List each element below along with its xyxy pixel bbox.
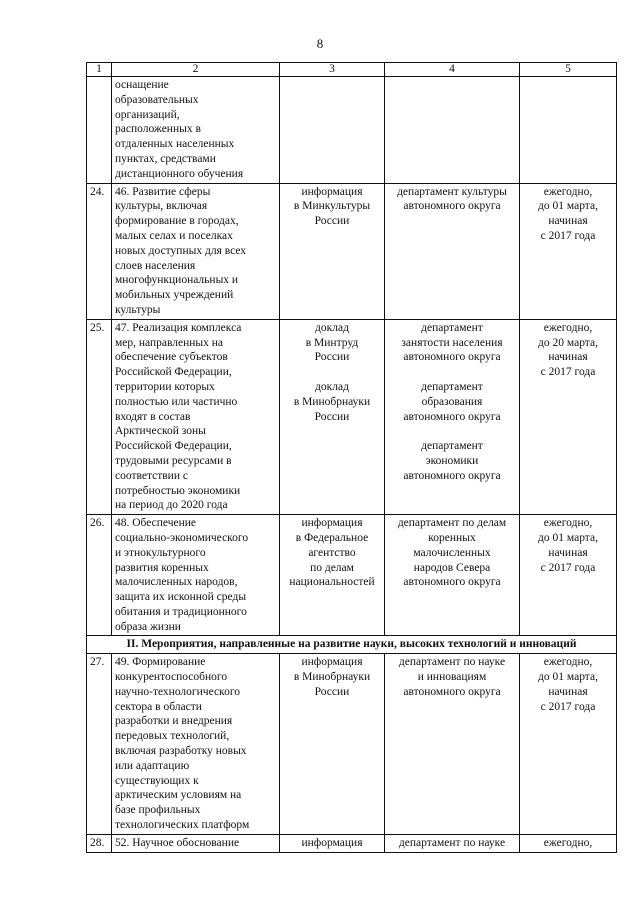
- table-row: [87, 319, 617, 514]
- row-number: 26.: [87, 515, 112, 636]
- executor: департамент по науке и инновациям автономного округа: [385, 654, 520, 835]
- measure-text: 47. Реализация комплекса мер, направленных на обеспечение субъектов Российской Федерации, территории которых полностью или частично входят в состав Арктической зоны Российской Федерации, трудовыми ресурсами в соответствии с потребностью экономики на период до 2020 года: [112, 319, 280, 514]
- row-number: 24.: [87, 183, 112, 319]
- executor: департамент по науке: [385, 834, 520, 852]
- report-form: информация в Федеральное агентство по делам национальностей: [280, 515, 385, 636]
- measure-text: 52. Научное обоснование: [112, 834, 280, 852]
- row-number: 27.: [87, 654, 112, 835]
- header-row: [87, 63, 617, 77]
- deadline: ежегодно, до 01 марта, начиная с 2017 года: [520, 515, 617, 636]
- measure-text: 48. Обеспечение социально-экономического и этнокультурного развития коренных малочисленных народов, защита их исконной среды обитания и традиционного образа жизни: [112, 515, 280, 636]
- row-number: 28.: [87, 834, 112, 852]
- measures-table: [86, 62, 617, 853]
- section-heading-row: [87, 636, 617, 654]
- header-col-4: 4: [385, 63, 520, 77]
- row-number: 25.: [87, 319, 112, 514]
- header-col-5: 5: [520, 63, 617, 77]
- report-form: [280, 77, 385, 184]
- report-form: информация в Минобрнауки России: [280, 654, 385, 835]
- report-form: информация в Минкультуры России: [280, 183, 385, 319]
- deadline: ежегодно, до 01 марта, начиная с 2017 года: [520, 183, 617, 319]
- table-row: [87, 183, 617, 319]
- report-form: информация: [280, 834, 385, 852]
- row-number: [87, 77, 112, 184]
- table-row: [87, 515, 617, 636]
- deadline: ежегодно, до 01 марта, начиная с 2017 года: [520, 654, 617, 835]
- section-title: II. Мероприятия, направленные на развитие науки, высоких технологий и инноваций: [87, 636, 617, 654]
- header-col-2: 2: [112, 63, 280, 77]
- measure-text: 46. Развитие сферы культуры, включая формирование в городах, малых селах и поселках новых доступных для всех слоев населения многофункциональных и мобильных учреждений культуры: [112, 183, 280, 319]
- executor: департамент по делам коренных малочисленных народов Севера автономного округа: [385, 515, 520, 636]
- header-col-1: 1: [87, 63, 112, 77]
- report-form: доклад в Минтруд России доклад в Минобрнауки России: [280, 319, 385, 514]
- header-col-3: 3: [280, 63, 385, 77]
- table-row: [87, 77, 617, 184]
- page-number: 8: [316, 36, 324, 51]
- measure-text: оснащение образовательных организаций, расположенных в отдаленных населенных пунктах, средствами дистанционного обучения: [112, 77, 280, 184]
- table-row: [87, 834, 617, 852]
- deadline: [520, 77, 617, 184]
- measure-text: 49. Формирование конкурентоспособного научно-технологического сектора в области разработки и внедрения передовых технологий, включая разработку новых или адаптацию существующих к арктическим условиям на базе профильных технологических платформ: [112, 654, 280, 835]
- executor: [385, 77, 520, 184]
- executor: департамент занятости населения автономного округа департамент образования автономного округа департамент экономики автономного округа: [385, 319, 520, 514]
- deadline: ежегодно, до 20 марта, начиная с 2017 года: [520, 319, 617, 514]
- executor: департамент культуры автономного округа: [385, 183, 520, 319]
- table-row: [87, 654, 617, 835]
- deadline: ежегодно,: [520, 834, 617, 852]
